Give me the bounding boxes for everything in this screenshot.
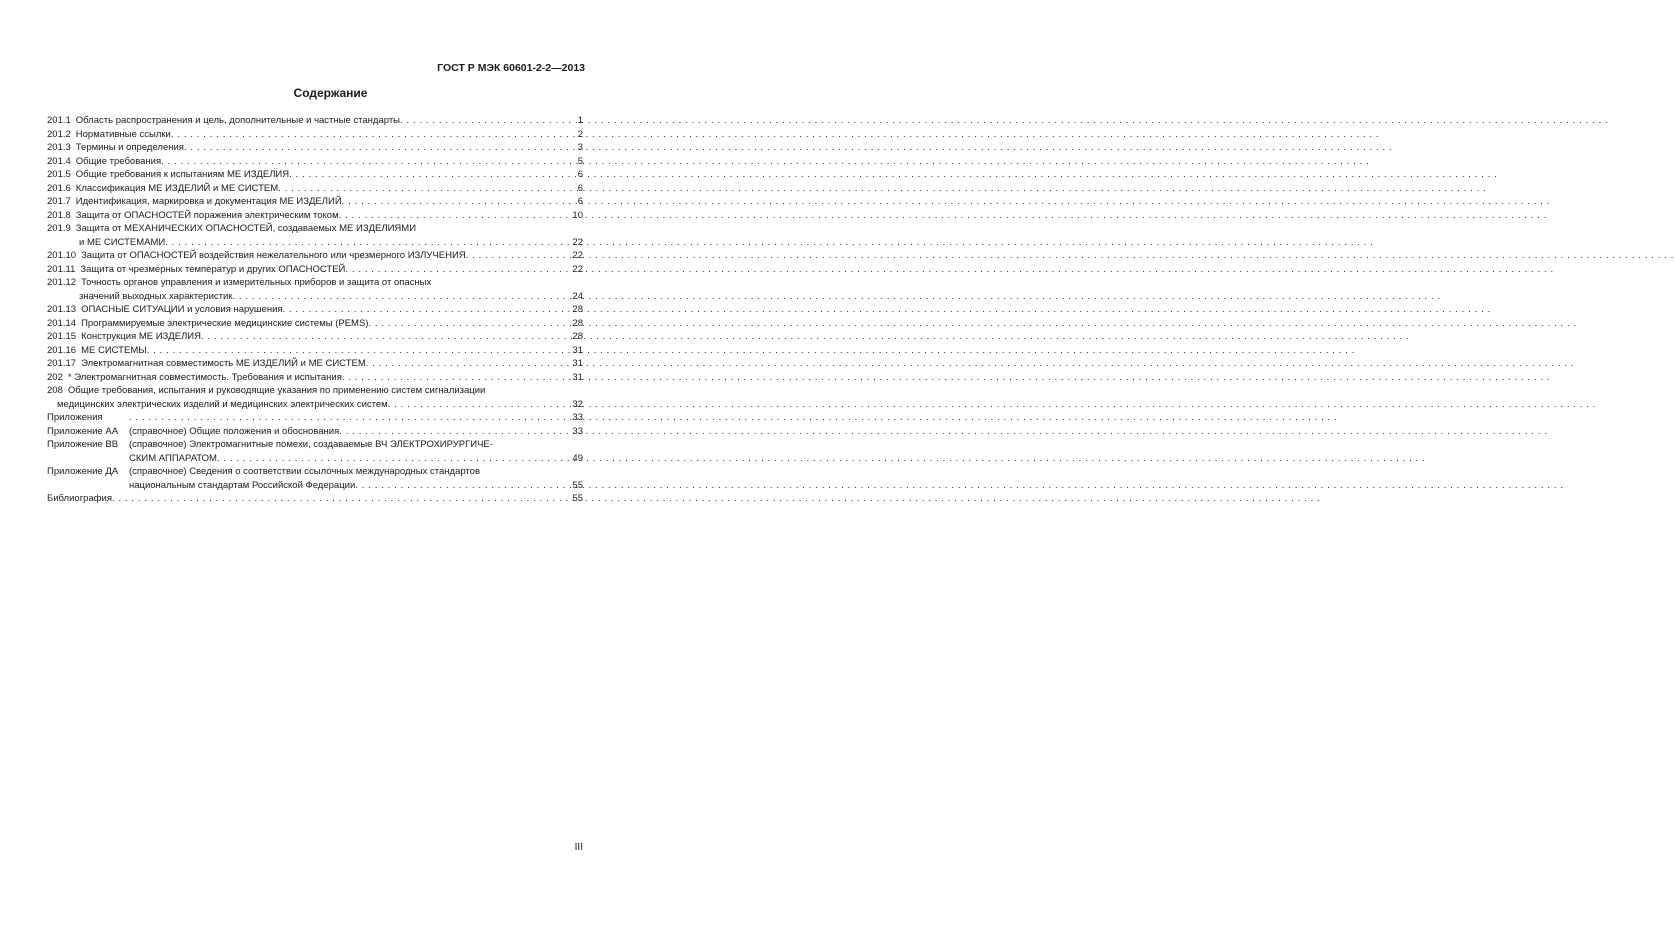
toc-entry-201-8: 201.8 Защита от ОПАСНОСТЕЙ поражения электрическим током . . . 10 <box>47 209 583 223</box>
toc-entry-201-11: 201.11 Защита от чрезмерных температур и других ОПАСНОСТЕЙ . . . 22 <box>47 263 583 277</box>
toc-entry-201-1: 201.1 Область распространения и цель, дополнительные и частные стандарты . . . 1 <box>47 114 583 128</box>
page-title: Содержание <box>293 86 368 100</box>
toc-entry-201-15: 201.15 Конструкция МЕ ИЗДЕЛИЯ . . . 28 <box>47 330 583 344</box>
toc-entry-201-14: 201.14 Программируемые электрические медицинские системы (PEMS) . . . 28 <box>47 317 583 331</box>
toc-entry-201-3: 201.3 Термины и определения . . . 3 <box>47 141 583 155</box>
toc-entry-bibliography: Библиография . . . 55 <box>47 492 583 506</box>
toc-entry-appendices: Приложения . . . 33 <box>47 411 583 425</box>
toc-entry-appendix-da: Приложение ДА (справочное) Сведения о соответствии ссылочных международных стандартов национальным стандартам Российской Федерации . . . 55 <box>47 465 583 492</box>
toc-entry-201-6: 201.6 Классификация МЕ ИЗДЕЛИЙ и МЕ СИСТЕМ . . . 6 <box>47 182 583 196</box>
toc-entry-appendix-aa: Приложение АА (справочное) Общие положения и обоснования . . . 33 <box>47 425 583 439</box>
table-of-contents <box>47 114 583 506</box>
toc-entry-208: 208 Общие требования, испытания и руководящие указания по применению систем сигнализации медицинских электрических изделий и медицинских электрических систем . . . 32 <box>47 384 583 411</box>
toc-entry-201-4: 201.4 Общие требования . . . 5 <box>47 155 583 169</box>
page-number: III <box>574 842 583 853</box>
toc-entry-201-2: 201.2 Нормативные ссылки . . . 2 <box>47 128 583 142</box>
toc-entry-201-12: 201.12 Точность органов управления и измерительных приборов и защита от опасных значений выходных характеристик . . . 24 <box>47 276 583 303</box>
toc-entry-201-5: 201.5 Общие требования к испытаниям МЕ ИЗДЕЛИЯ . . . 6 <box>47 168 583 182</box>
toc-entry-202: 202 * Электромагнитная совместимость. Требования и испытания . . . 31 <box>47 371 583 385</box>
toc-entry-201-7: 201.7 Идентификация, маркировка и документация МЕ ИЗДЕЛИЙ . . . 6 <box>47 195 583 209</box>
toc-entry-201-9: 201.9 Защита от МЕХАНИЧЕСКИХ ОПАСНОСТЕЙ, создаваемых МЕ ИЗДЕЛИЯМИ и МЕ СИСТЕМАМИ . . . 22 <box>47 222 583 249</box>
toc-entry-201-16: 201.16 МЕ СИСТЕМЫ . . . 31 <box>47 344 583 358</box>
toc-entry-201-13: 201.13 ОПАСНЫЕ СИТУАЦИИ и условия нарушения . . . 28 <box>47 303 583 317</box>
document-code: ГОСТ Р МЭК 60601-2-2—2013 <box>437 62 585 74</box>
toc-entry-appendix-bb: Приложение ВВ (справочное) Электромагнитные помехи, создаваемые ВЧ ЭЛЕКТРОХИРУРГИЧЕ- СКИМ АППАРАТОМ . . . 49 <box>47 438 583 465</box>
toc-entry-201-10: 201.10 Защита от ОПАСНОСТЕЙ воздействия нежелательного или чрезмерного ИЗЛУЧЕНИЯ . . . 22 <box>47 249 583 263</box>
toc-entry-201-17: 201.17 Электромагнитная совместимость МЕ ИЗДЕЛИЙ и МЕ СИСТЕМ . . . 31 <box>47 357 583 371</box>
